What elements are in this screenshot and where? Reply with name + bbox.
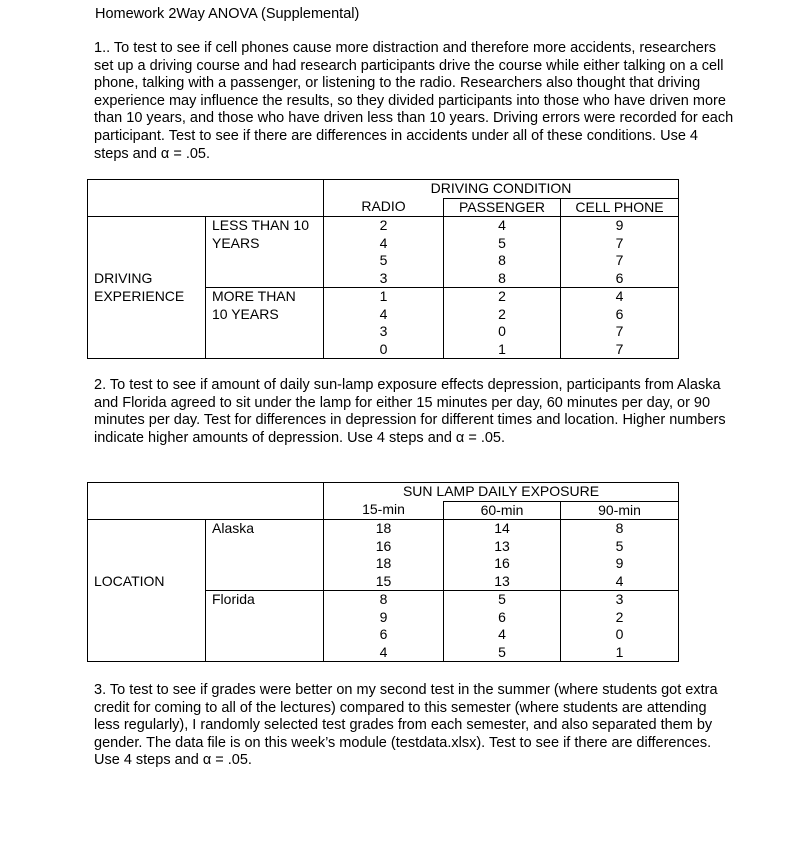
data-value: 8 bbox=[498, 269, 506, 286]
table1-cell-more-passenger bbox=[444, 288, 561, 359]
data-value: 4 bbox=[498, 217, 506, 233]
data-value: 4 bbox=[498, 626, 506, 642]
group-label-line: MORE THAN bbox=[212, 288, 296, 304]
data-value: 5 bbox=[615, 537, 624, 554]
data-value: 2 bbox=[379, 217, 388, 233]
table1-cell-less-passenger bbox=[444, 217, 561, 288]
data-value: 0 bbox=[498, 323, 506, 339]
table1-row-factor bbox=[88, 217, 206, 359]
table2-cell-alaska-15 bbox=[324, 520, 444, 591]
data-value: 4 bbox=[379, 234, 388, 251]
data-value: 13 bbox=[494, 572, 510, 589]
data-value: 2 bbox=[615, 608, 624, 625]
data-value: 9 bbox=[615, 217, 624, 233]
data-value: 8 bbox=[615, 520, 624, 536]
table1-col-cell-phone: CELL PHONE bbox=[561, 198, 679, 217]
data-value: 18 bbox=[375, 555, 392, 571]
data-value: 16 bbox=[375, 537, 392, 554]
data-value: 4 bbox=[379, 305, 388, 322]
data-value: 4 bbox=[379, 643, 388, 660]
table1-cell-more-radio bbox=[324, 288, 444, 359]
question-3-text: 3. To test to see if grades were better on my second test in the summer (where students got extra credit for coming to all of the lectures) compared to this semester (where students are attending less regularly), I randomly selected test grades from each semester, and also separated them by gender. The data file is on this week’s module (testdata.xlsx). Test to see if there are differences. Use 4 steps and α = .05. bbox=[94, 682, 718, 769]
data-value: 1 bbox=[379, 288, 388, 304]
data-value: 7 bbox=[615, 234, 624, 251]
table2-cell-florida-90 bbox=[561, 591, 679, 662]
data-value: 1 bbox=[498, 340, 506, 357]
table1-cell-more-cell-phone bbox=[561, 288, 679, 359]
table1-group-more-than-10 bbox=[206, 288, 324, 359]
table2-cell-florida-15 bbox=[324, 591, 444, 662]
table1-row-factor-line1: DRIVING bbox=[94, 270, 153, 286]
table2-cell-alaska-90 bbox=[561, 520, 679, 591]
table2-cell-alaska-60 bbox=[444, 520, 561, 591]
table2-corner-cell bbox=[88, 483, 324, 520]
data-value: 5 bbox=[498, 591, 506, 607]
table1-corner-cell bbox=[88, 180, 324, 217]
data-value: 16 bbox=[494, 555, 510, 571]
data-value: 7 bbox=[615, 252, 624, 268]
data-value: 9 bbox=[379, 608, 388, 625]
data-value: 5 bbox=[379, 252, 388, 268]
question-2-text: 2. To test to see if amount of daily sun-lamp exposure effects depression, participants from Alaska and Florida agreed to sit under the lamp for either 15 minutes per day, 60 minutes per day, or 90 minutes per day. Test for differences in depression for different times and location. Higher numbers indicate higher amounts of depression. Use 4 steps and α = .05. bbox=[94, 377, 726, 446]
table2-row-factor: LOCATION bbox=[88, 520, 206, 662]
table1-col-radio: RADIO bbox=[324, 198, 444, 217]
driving-condition-table bbox=[87, 179, 679, 359]
data-value: 5 bbox=[498, 234, 506, 251]
data-value: 3 bbox=[379, 269, 388, 286]
table1-factor-header: DRIVING CONDITION bbox=[324, 180, 679, 199]
table1-group-less-than-10 bbox=[206, 217, 324, 288]
group-label-line: LESS THAN 10 bbox=[212, 217, 310, 233]
table2-group-florida: Florida bbox=[206, 591, 324, 662]
table2-cell-florida-60 bbox=[444, 591, 561, 662]
data-value: 4 bbox=[615, 572, 624, 589]
data-value: 6 bbox=[615, 305, 624, 322]
question-1-text: 1.. To test to see if cell phones cause more distraction and therefore more accidents, researchers set up a driving course and had research participants drive the course while either talking on a cell phone, talking with a passenger, or listening to the radio. Researchers also thought that driving experience may influence the results, so they divided participants into those who have driven more than 10 years, and those who have driven less than 10 years. Driving errors were recorded for each participant. Test to see if there are differences in accidents under all of these conditions. Use 4 steps and α = .05. bbox=[94, 40, 734, 162]
document-title: Homework 2Way ANOVA (Supplemental) bbox=[95, 6, 360, 22]
data-value: 4 bbox=[615, 288, 624, 304]
table1-col-passenger: PASSENGER bbox=[444, 198, 561, 217]
data-value: 7 bbox=[615, 323, 624, 339]
data-value: 1 bbox=[615, 643, 624, 660]
sun-lamp-table bbox=[87, 482, 679, 662]
data-value: 8 bbox=[498, 252, 506, 268]
group-label-line: YEARS bbox=[212, 234, 260, 251]
table2-group-alaska: Alaska bbox=[206, 520, 324, 591]
data-value: 0 bbox=[615, 626, 624, 642]
data-value: 2 bbox=[498, 288, 506, 304]
table2-col-60-min: 60-min bbox=[444, 501, 561, 520]
data-value: 14 bbox=[494, 520, 510, 536]
data-value: 13 bbox=[494, 537, 510, 554]
data-value: 9 bbox=[615, 555, 624, 571]
data-value: 0 bbox=[379, 340, 388, 357]
table2-col-15-min: 15-min bbox=[324, 501, 444, 520]
data-value: 6 bbox=[379, 626, 388, 642]
table1-row-factor-line2: EXPERIENCE bbox=[94, 287, 185, 304]
data-value: 15 bbox=[375, 572, 392, 589]
data-value: 7 bbox=[615, 340, 624, 357]
table1-cell-less-cell-phone bbox=[561, 217, 679, 288]
data-value: 2 bbox=[498, 305, 506, 322]
data-value: 6 bbox=[498, 608, 506, 625]
table2-col-90-min: 90-min bbox=[561, 501, 679, 520]
table2-factor-header: SUN LAMP DAILY EXPOSURE bbox=[324, 483, 679, 502]
data-value: 5 bbox=[498, 643, 506, 660]
data-value: 8 bbox=[379, 591, 388, 607]
table1-cell-less-radio bbox=[324, 217, 444, 288]
data-value: 18 bbox=[375, 520, 392, 536]
data-value: 3 bbox=[379, 323, 388, 339]
group-label-line: 10 YEARS bbox=[212, 305, 279, 322]
data-value: 6 bbox=[615, 269, 624, 286]
data-value: 3 bbox=[615, 591, 624, 607]
